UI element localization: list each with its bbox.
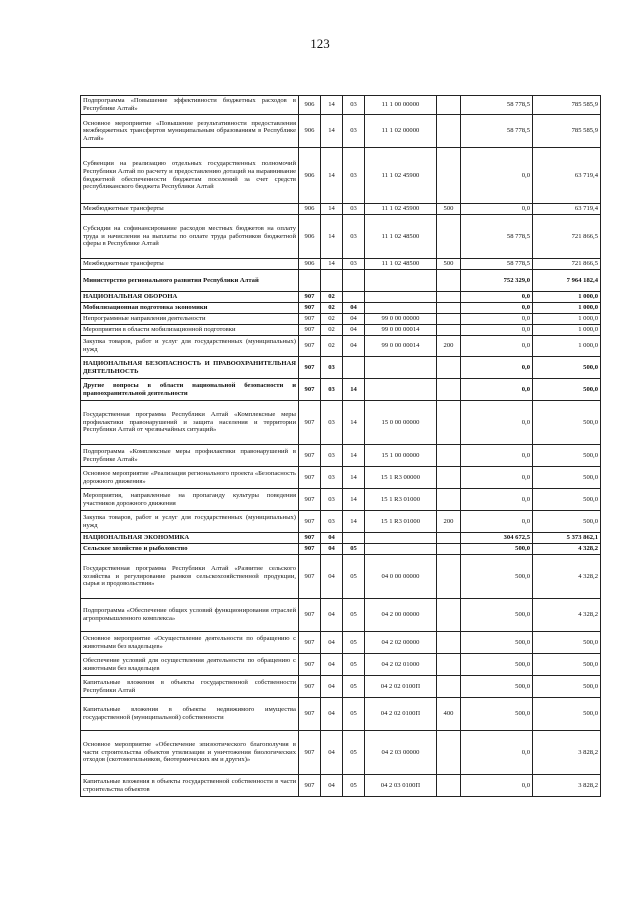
target-article-cell: 04 0 00 00000 [365,555,437,599]
section-code-cell: 14 [321,115,343,148]
amount-cell-2: 785 585,9 [533,115,601,148]
section-code-cell: 02 [321,336,343,357]
section-code-cell: 02 [321,292,343,303]
subsection-code-cell [343,292,365,303]
amount-cell-2: 63 719,4 [533,204,601,215]
section-code-cell: 04 [321,632,343,654]
target-article-cell [365,292,437,303]
amount-cell-1: 500,0 [461,654,533,676]
table-row [81,511,601,533]
department-code-cell: 907 [299,357,321,379]
amount-cell-2: 500,0 [533,676,601,698]
expense-type-cell [437,632,461,654]
amount-cell-1: 0,0 [461,445,533,467]
table-row [81,96,601,115]
department-code-cell: 907 [299,511,321,533]
subsection-code-cell: 03 [343,148,365,204]
row-name-cell: Подпрограмма «Комплексные меры профилактики правонарушений в Республике Алтай» [81,445,299,467]
row-name-cell: Государственная программа Республики Алтай «Развитие сельского хозяйства и регулирование рынков сельскохозяйственной продукции, сырья и продовольствия» [81,555,299,599]
row-name-cell: Сельское хозяйство и рыболовство [81,544,299,555]
section-code-cell: 03 [321,401,343,445]
row-name-cell: Основное мероприятие «Повышение результативности предоставления межбюджетных трансфертов муниципальным образованиям в Республике Алтай» [81,115,299,148]
department-code-cell: 907 [299,314,321,325]
amount-cell-2: 785 585,9 [533,96,601,115]
expense-type-cell: 200 [437,511,461,533]
table-row [81,467,601,489]
row-name-cell: Мероприятия в области мобилизационной подготовки [81,325,299,336]
expense-type-cell [437,599,461,632]
row-name-cell: Капитальные вложения в объекты государственной собственности Республики Алтай [81,676,299,698]
table-row [81,303,601,314]
row-name-cell: Основное мероприятие «Осуществление деятельности по обращению с животными без владельцев» [81,632,299,654]
table-row [81,270,601,292]
amount-cell-1: 0,0 [461,775,533,797]
department-code-cell: 906 [299,96,321,115]
target-article-cell: 99 0 00 00014 [365,325,437,336]
department-code-cell: 907 [299,775,321,797]
subsection-code-cell: 03 [343,204,365,215]
table-row [81,292,601,303]
expense-type-cell [437,445,461,467]
amount-cell-2: 500,0 [533,445,601,467]
department-code-cell: 907 [299,654,321,676]
table-row [81,731,601,775]
table-row [81,325,601,336]
table-row [81,555,601,599]
expense-type-cell: 200 [437,336,461,357]
row-name-cell: Межбюджетные трансферты [81,204,299,215]
section-code-cell: 04 [321,654,343,676]
section-code-cell: 14 [321,259,343,270]
subsection-code-cell: 14 [343,489,365,511]
expense-type-cell [437,555,461,599]
amount-cell-2: 500,0 [533,654,601,676]
target-article-cell: 04 2 00 00000 [365,599,437,632]
target-article-cell: 15 1 R3 01000 [365,489,437,511]
expense-type-cell: 400 [437,698,461,731]
section-code-cell: 14 [321,148,343,204]
section-code-cell: 04 [321,775,343,797]
subsection-code-cell: 05 [343,654,365,676]
table-row [81,204,601,215]
expense-type-cell [437,96,461,115]
expense-type-cell [437,467,461,489]
subsection-code-cell: 05 [343,775,365,797]
department-code-cell: 907 [299,379,321,401]
target-article-cell: 04 2 03 0100П [365,775,437,797]
table-row [81,379,601,401]
amount-cell-1: 500,0 [461,555,533,599]
subsection-code-cell: 04 [343,303,365,314]
subsection-code-cell: 14 [343,445,365,467]
subsection-code-cell: 04 [343,314,365,325]
table-row [81,632,601,654]
subsection-code-cell [343,533,365,544]
section-code-cell: 14 [321,215,343,259]
expense-type-cell [437,115,461,148]
subsection-code-cell: 05 [343,676,365,698]
section-code-cell: 03 [321,489,343,511]
amount-cell-2: 63 719,4 [533,148,601,204]
department-code-cell: 907 [299,731,321,775]
table-row [81,544,601,555]
department-code-cell: 907 [299,632,321,654]
expense-type-cell [437,292,461,303]
expense-type-cell [437,489,461,511]
expense-type-cell [437,148,461,204]
subsection-code-cell: 03 [343,215,365,259]
subsection-code-cell: 14 [343,511,365,533]
subsection-code-cell: 04 [343,325,365,336]
department-code-cell [299,270,321,292]
expense-type-cell [437,544,461,555]
subsection-code-cell: 05 [343,731,365,775]
amount-cell-1: 500,0 [461,698,533,731]
expense-type-cell [437,215,461,259]
row-name-cell: Обеспечение условий для осуществления деятельности по обращению с животными без владельцев [81,654,299,676]
department-code-cell: 907 [299,555,321,599]
department-code-cell: 907 [299,292,321,303]
amount-cell-1: 0,0 [461,292,533,303]
subsection-code-cell: 14 [343,401,365,445]
section-code-cell: 04 [321,599,343,632]
section-code-cell: 03 [321,357,343,379]
amount-cell-2: 500,0 [533,511,601,533]
expense-type-cell [437,676,461,698]
target-article-cell: 11 1 00 00000 [365,96,437,115]
amount-cell-2: 4 328,2 [533,544,601,555]
row-name-cell: Субсидии на софинансирование расходов местных бюджетов на оплату труда и начисления на выплаты по оплате труда работников бюджетной сферы в Республике Алтай [81,215,299,259]
row-name-cell: Непрограммные направления деятельности [81,314,299,325]
subsection-code-cell: 14 [343,467,365,489]
subsection-code-cell: 04 [343,336,365,357]
expense-type-cell [437,654,461,676]
section-code-cell: 04 [321,555,343,599]
amount-cell-2: 3 828,2 [533,775,601,797]
section-code-cell [321,270,343,292]
amount-cell-1: 304 672,5 [461,533,533,544]
expense-type-cell [437,270,461,292]
table-row [81,401,601,445]
section-code-cell: 04 [321,544,343,555]
department-code-cell: 907 [299,489,321,511]
section-code-cell: 03 [321,467,343,489]
subsection-code-cell: 14 [343,379,365,401]
expense-type-cell [437,401,461,445]
table-body [81,96,601,797]
amount-cell-2: 7 964 182,4 [533,270,601,292]
target-article-cell: 15 1 00 00000 [365,445,437,467]
amount-cell-1: 0,0 [461,401,533,445]
department-code-cell: 907 [299,467,321,489]
amount-cell-1: 58 778,5 [461,215,533,259]
expense-type-cell [437,357,461,379]
section-code-cell: 04 [321,731,343,775]
section-code-cell: 04 [321,533,343,544]
amount-cell-1: 0,0 [461,148,533,204]
row-name-cell: НАЦИОНАЛЬНАЯ ЭКОНОМИКА [81,533,299,544]
target-article-cell: 15 1 R3 01000 [365,511,437,533]
target-article-cell: 11 1 02 45900 [365,204,437,215]
table-row [81,259,601,270]
amount-cell-2: 1 000,0 [533,336,601,357]
target-article-cell [365,270,437,292]
department-code-cell: 906 [299,259,321,270]
section-code-cell: 02 [321,314,343,325]
amount-cell-1: 58 778,5 [461,96,533,115]
amount-cell-2: 1 000,0 [533,303,601,314]
section-code-cell: 02 [321,325,343,336]
amount-cell-1: 0,0 [461,467,533,489]
table-row [81,115,601,148]
target-article-cell: 04 2 03 00000 [365,731,437,775]
amount-cell-2: 500,0 [533,489,601,511]
row-name-cell: Закупка товаров, работ и услуг для государственных (муниципальных) нужд [81,336,299,357]
row-name-cell: НАЦИОНАЛЬНАЯ ОБОРОНА [81,292,299,303]
department-code-cell: 907 [299,544,321,555]
amount-cell-1: 500,0 [461,544,533,555]
row-name-cell: Другие вопросы в области национальной безопасности и правоохранительной деятельности [81,379,299,401]
amount-cell-2: 500,0 [533,401,601,445]
budget-table [80,95,601,797]
row-name-cell: Капитальные вложения в объекты государственной собственности в части строительства объектов [81,775,299,797]
subsection-code-cell: 05 [343,599,365,632]
amount-cell-2: 5 373 862,1 [533,533,601,544]
target-article-cell: 11 1 02 00000 [365,115,437,148]
table-row [81,676,601,698]
amount-cell-1: 500,0 [461,676,533,698]
row-name-cell: Основное мероприятие «Реализация регионального проекта «Безопасность дорожного движения» [81,467,299,489]
department-code-cell: 907 [299,445,321,467]
subsection-code-cell: 05 [343,698,365,731]
table-row [81,445,601,467]
target-article-cell: 04 2 02 0100П [365,698,437,731]
amount-cell-1: 500,0 [461,632,533,654]
amount-cell-1: 0,0 [461,325,533,336]
row-name-cell: Мобилизационная подготовка экономики [81,303,299,314]
table-row [81,314,601,325]
amount-cell-1: 0,0 [461,204,533,215]
subsection-code-cell [343,357,365,379]
department-code-cell: 907 [299,325,321,336]
table-row [81,148,601,204]
subsection-code-cell: 05 [343,555,365,599]
amount-cell-1: 0,0 [461,489,533,511]
amount-cell-2: 4 328,2 [533,599,601,632]
target-article-cell: 04 2 02 0100П [365,676,437,698]
department-code-cell: 907 [299,676,321,698]
row-name-cell: Субвенции на реализацию отдельных государственных полномочий Республики Алтай по расчету и предоставлению дотаций на выравнивание бюджетной обеспеченности бюджетам поселений за счет средств республиканского бюджета Республики Алтай [81,148,299,204]
expense-type-cell [437,325,461,336]
amount-cell-2: 721 866,5 [533,259,601,270]
target-article-cell [365,379,437,401]
amount-cell-1: 58 778,5 [461,259,533,270]
subsection-code-cell: 03 [343,115,365,148]
row-name-cell: Министерство регионального развития Республики Алтай [81,270,299,292]
expense-type-cell [437,379,461,401]
amount-cell-2: 1 000,0 [533,314,601,325]
department-code-cell: 906 [299,215,321,259]
amount-cell-1: 0,0 [461,511,533,533]
target-article-cell: 11 1 02 48500 [365,215,437,259]
row-name-cell: Закупка товаров, работ и услуг для государственных (муниципальных) нужд [81,511,299,533]
subsection-code-cell: 05 [343,632,365,654]
table-row [81,215,601,259]
subsection-code-cell: 03 [343,259,365,270]
target-article-cell: 04 2 02 01000 [365,654,437,676]
expense-type-cell [437,775,461,797]
section-code-cell: 14 [321,204,343,215]
expense-type-cell [437,303,461,314]
target-article-cell: 99 0 00 00000 [365,314,437,325]
row-name-cell: Межбюджетные трансферты [81,259,299,270]
amount-cell-2: 500,0 [533,379,601,401]
target-article-cell: 11 1 02 48500 [365,259,437,270]
amount-cell-1: 0,0 [461,336,533,357]
row-name-cell: Подпрограмма «Обеспечение общих условий функционирования отраслей агропромышленного комплекса» [81,599,299,632]
table-row [81,654,601,676]
row-name-cell: Основное мероприятие «Обеспечение эпизоотического благополучия в части строительства объектов утилизации и уничтожения биологических отходов (скотомогильников, биотермических ям и других)» [81,731,299,775]
amount-cell-2: 1 000,0 [533,325,601,336]
expense-type-cell [437,314,461,325]
amount-cell-2: 3 828,2 [533,731,601,775]
amount-cell-1: 752 329,0 [461,270,533,292]
target-article-cell [365,357,437,379]
amount-cell-2: 500,0 [533,467,601,489]
table-row [81,489,601,511]
section-code-cell: 03 [321,379,343,401]
department-code-cell: 906 [299,148,321,204]
target-article-cell: 04 2 02 00000 [365,632,437,654]
department-code-cell: 907 [299,336,321,357]
target-article-cell: 15 1 R3 00000 [365,467,437,489]
amount-cell-2: 500,0 [533,698,601,731]
target-article-cell: 99 0 00 00014 [365,336,437,357]
row-name-cell: Подпрограмма «Повышение эффективности бюджетных расходов в Республике Алтай» [81,96,299,115]
amount-cell-2: 1 000,0 [533,292,601,303]
subsection-code-cell: 05 [343,544,365,555]
amount-cell-1: 0,0 [461,357,533,379]
department-code-cell: 906 [299,204,321,215]
subsection-code-cell [343,270,365,292]
department-code-cell: 906 [299,115,321,148]
amount-cell-2: 500,0 [533,632,601,654]
section-code-cell: 04 [321,676,343,698]
expense-type-cell: 500 [437,259,461,270]
department-code-cell: 907 [299,303,321,314]
department-code-cell: 907 [299,698,321,731]
target-article-cell [365,533,437,544]
amount-cell-2: 500,0 [533,357,601,379]
page-number: 123 [310,36,330,51]
table-row [81,336,601,357]
table-row [81,775,601,797]
row-name-cell: Мероприятия, направленные на пропаганду культуры поведения участников дорожного движения [81,489,299,511]
expense-type-cell: 500 [437,204,461,215]
table-row [81,599,601,632]
expense-type-cell [437,533,461,544]
section-code-cell: 03 [321,445,343,467]
department-code-cell: 907 [299,401,321,445]
subsection-code-cell: 03 [343,96,365,115]
section-code-cell: 03 [321,511,343,533]
table-row [81,533,601,544]
target-article-cell: 11 1 02 45900 [365,148,437,204]
amount-cell-1: 0,0 [461,731,533,775]
amount-cell-1: 0,0 [461,314,533,325]
amount-cell-2: 721 866,5 [533,215,601,259]
section-code-cell: 14 [321,96,343,115]
department-code-cell: 907 [299,599,321,632]
row-name-cell: Государственная программа Республики Алтай «Комплексные меры профилактики правонарушений и защита населения и территории Республики Алтай от чрезвычайных ситуаций» [81,401,299,445]
table-row [81,357,601,379]
row-name-cell: НАЦИОНАЛЬНАЯ БЕЗОПАСНОСТЬ И ПРАВООХРАНИТЕЛЬНАЯ ДЕЯТЕЛЬНОСТЬ [81,357,299,379]
row-name-cell: Капитальные вложения в объекты недвижимого имущества государственной (муниципальной) собственности [81,698,299,731]
section-code-cell: 04 [321,698,343,731]
target-article-cell [365,544,437,555]
amount-cell-1: 500,0 [461,599,533,632]
section-code-cell: 02 [321,303,343,314]
target-article-cell [365,303,437,314]
department-code-cell: 907 [299,533,321,544]
amount-cell-2: 4 328,2 [533,555,601,599]
target-article-cell: 15 0 00 00000 [365,401,437,445]
amount-cell-1: 58 778,5 [461,115,533,148]
amount-cell-1: 0,0 [461,303,533,314]
amount-cell-1: 0,0 [461,379,533,401]
table-row [81,698,601,731]
expense-type-cell [437,731,461,775]
